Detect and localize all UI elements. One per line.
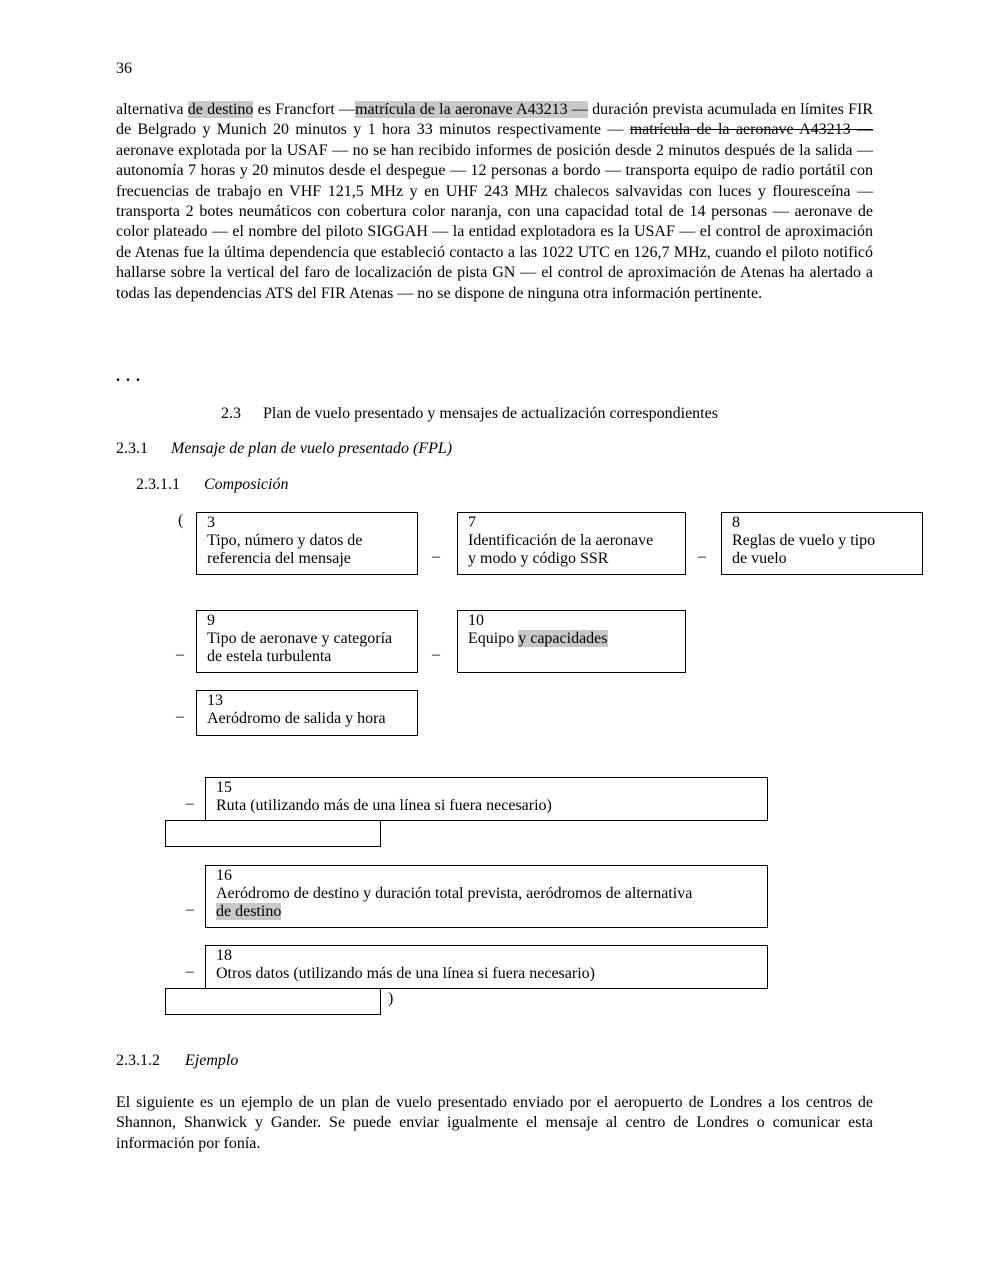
field-7-number: 7 <box>468 514 476 531</box>
intro-segment: duración prevista acumulada en límites FIR de Belgrado y Munich 20 minutos y 1 hora 33 minutos respectivamente — <box>116 101 874 139</box>
field-15-box <box>205 777 768 821</box>
section-number: 2.3 <box>221 405 241 422</box>
composition-heading <box>136 476 288 494</box>
field-18-box <box>205 945 768 989</box>
field-8-label-line-1: Reglas de vuelo y tipo <box>732 532 876 549</box>
field-8-box <box>721 512 923 575</box>
subsection-title: Mensaje de plan de vuelo presentado (FPL) <box>171 440 453 457</box>
field-3-number: 3 <box>207 514 215 531</box>
field-8-label-line-2: de vuelo <box>732 550 787 567</box>
field-7-label-line-1: Identificación de la aeronave <box>468 532 654 549</box>
field-9-label-line-1: Tipo de aeronave y categoría <box>207 630 393 647</box>
dash-separator: – <box>186 795 194 812</box>
field-10-box <box>457 610 686 673</box>
intro-segment: alternativa <box>116 101 188 118</box>
dash-separator: – <box>186 901 194 918</box>
field-18-number: 18 <box>216 947 232 964</box>
field-9-box <box>196 610 418 673</box>
field-16-box <box>205 865 768 928</box>
field-13-label: Aeródromo de salida y hora <box>207 710 386 727</box>
field-16-label-highlight: de destino <box>216 903 282 920</box>
field-9-label-line-2: de estela turbulenta <box>207 648 332 665</box>
intro-segment: aeronave explotada por la USAF — no se han recibido informes de posición desde 2 minutos después de la salida — autonomía 7 horas y 20 minutos desde el despegue — 12 personas a bordo — transporta equipo de radio portátil con frecuencias de trabajo en VHF 121,5 MHz y en UHF 243 MHz chalecos salvavidas con luces y flouresceína — transporta 2 botes neumáticos con cobertura color naranja, con una capacidad total de 14 personas — aeronave de color plateado — el nombre del piloto SIGGAH — la entidad explotadora es la USAF — el control de aproximación de Atenas fue la última dependencia que estableció contacto a las 1022 UTC en 126,7 MHz, cuando el piloto notificó hallarse sobre la vertical del faro de localización de pista GN — el control de aproximación de Atenas ha alertado a todas las dependencias ATS del FIR Atenas — no se dispone de ninguna otra información pertinente. <box>116 141 873 302</box>
example-heading <box>116 1052 238 1070</box>
field-3-label-line-2: referencia del mensaje <box>207 550 351 567</box>
field-16-number: 16 <box>216 867 232 884</box>
dash-separator: – <box>432 548 440 565</box>
dash-separator: – <box>176 708 184 725</box>
intro-segment: matrícula de la aeronave A43213 — <box>629 121 873 139</box>
composition-number: 2.3.1.1 <box>136 476 180 493</box>
field-18-continuation-box <box>165 988 381 1015</box>
section-title: Plan de vuelo presentado y mensajes de actualización correspondientes <box>263 405 718 422</box>
field-9-number: 9 <box>207 612 215 629</box>
close-paren: ) <box>388 990 394 1007</box>
section-heading <box>221 405 718 423</box>
field-15-label: Ruta (utilizando más de una línea si fuera necesario) <box>216 797 552 814</box>
example-title: Ejemplo <box>185 1052 239 1069</box>
field-13-box <box>196 690 418 736</box>
ellipsis: . . . <box>116 368 141 385</box>
field-16-label-line-2 <box>216 903 759 921</box>
subsection-heading <box>116 440 452 458</box>
open-paren: ( <box>178 512 184 529</box>
intro-segment: de destino <box>187 101 254 118</box>
field-10-label <box>468 630 677 648</box>
example-number: 2.3.1.2 <box>116 1052 160 1069</box>
intro-segment: es Francfort — <box>253 101 356 118</box>
composition-title: Composición <box>204 476 289 493</box>
field-3-label-line-1: Tipo, número y datos de <box>207 532 363 549</box>
field-8-number: 8 <box>732 514 740 531</box>
field-10-number: 10 <box>468 612 484 629</box>
field-7-label-line-2: y modo y código SSR <box>468 550 609 567</box>
field-10-label-text: Equipo <box>468 630 519 647</box>
field-3-box <box>196 512 418 575</box>
dash-separator: – <box>176 646 184 663</box>
field-16-label-line-1: Aeródromo de destino y duración total prevista, aeródromos de alternativa <box>216 885 693 902</box>
intro-segment: matrícula de la aeronave A43213 — <box>355 101 588 118</box>
dash-separator: – <box>432 646 440 663</box>
field-7-box <box>457 512 686 575</box>
field-10-label-highlight: y capacidades <box>518 630 608 647</box>
intro-paragraph <box>116 100 873 304</box>
field-13-number: 13 <box>207 692 223 709</box>
field-15-continuation-box <box>165 820 381 847</box>
field-15-number: 15 <box>216 779 232 796</box>
subsection-number: 2.3.1 <box>116 440 148 457</box>
page-number: 36 <box>116 60 132 77</box>
dash-separator: – <box>186 963 194 980</box>
field-18-label: Otros datos (utilizando más de una línea si fuera necesario) <box>216 965 595 982</box>
dash-separator: – <box>698 548 706 565</box>
example-paragraph: El siguiente es un ejemplo de un plan de vuelo presentado enviado por el aeropuerto de Londres a los centros de Shannon, Shanwick y Gander. Se puede enviar igualmente el mensaje al centro de Londres o comunicar esta información por fonía. <box>116 1094 873 1152</box>
